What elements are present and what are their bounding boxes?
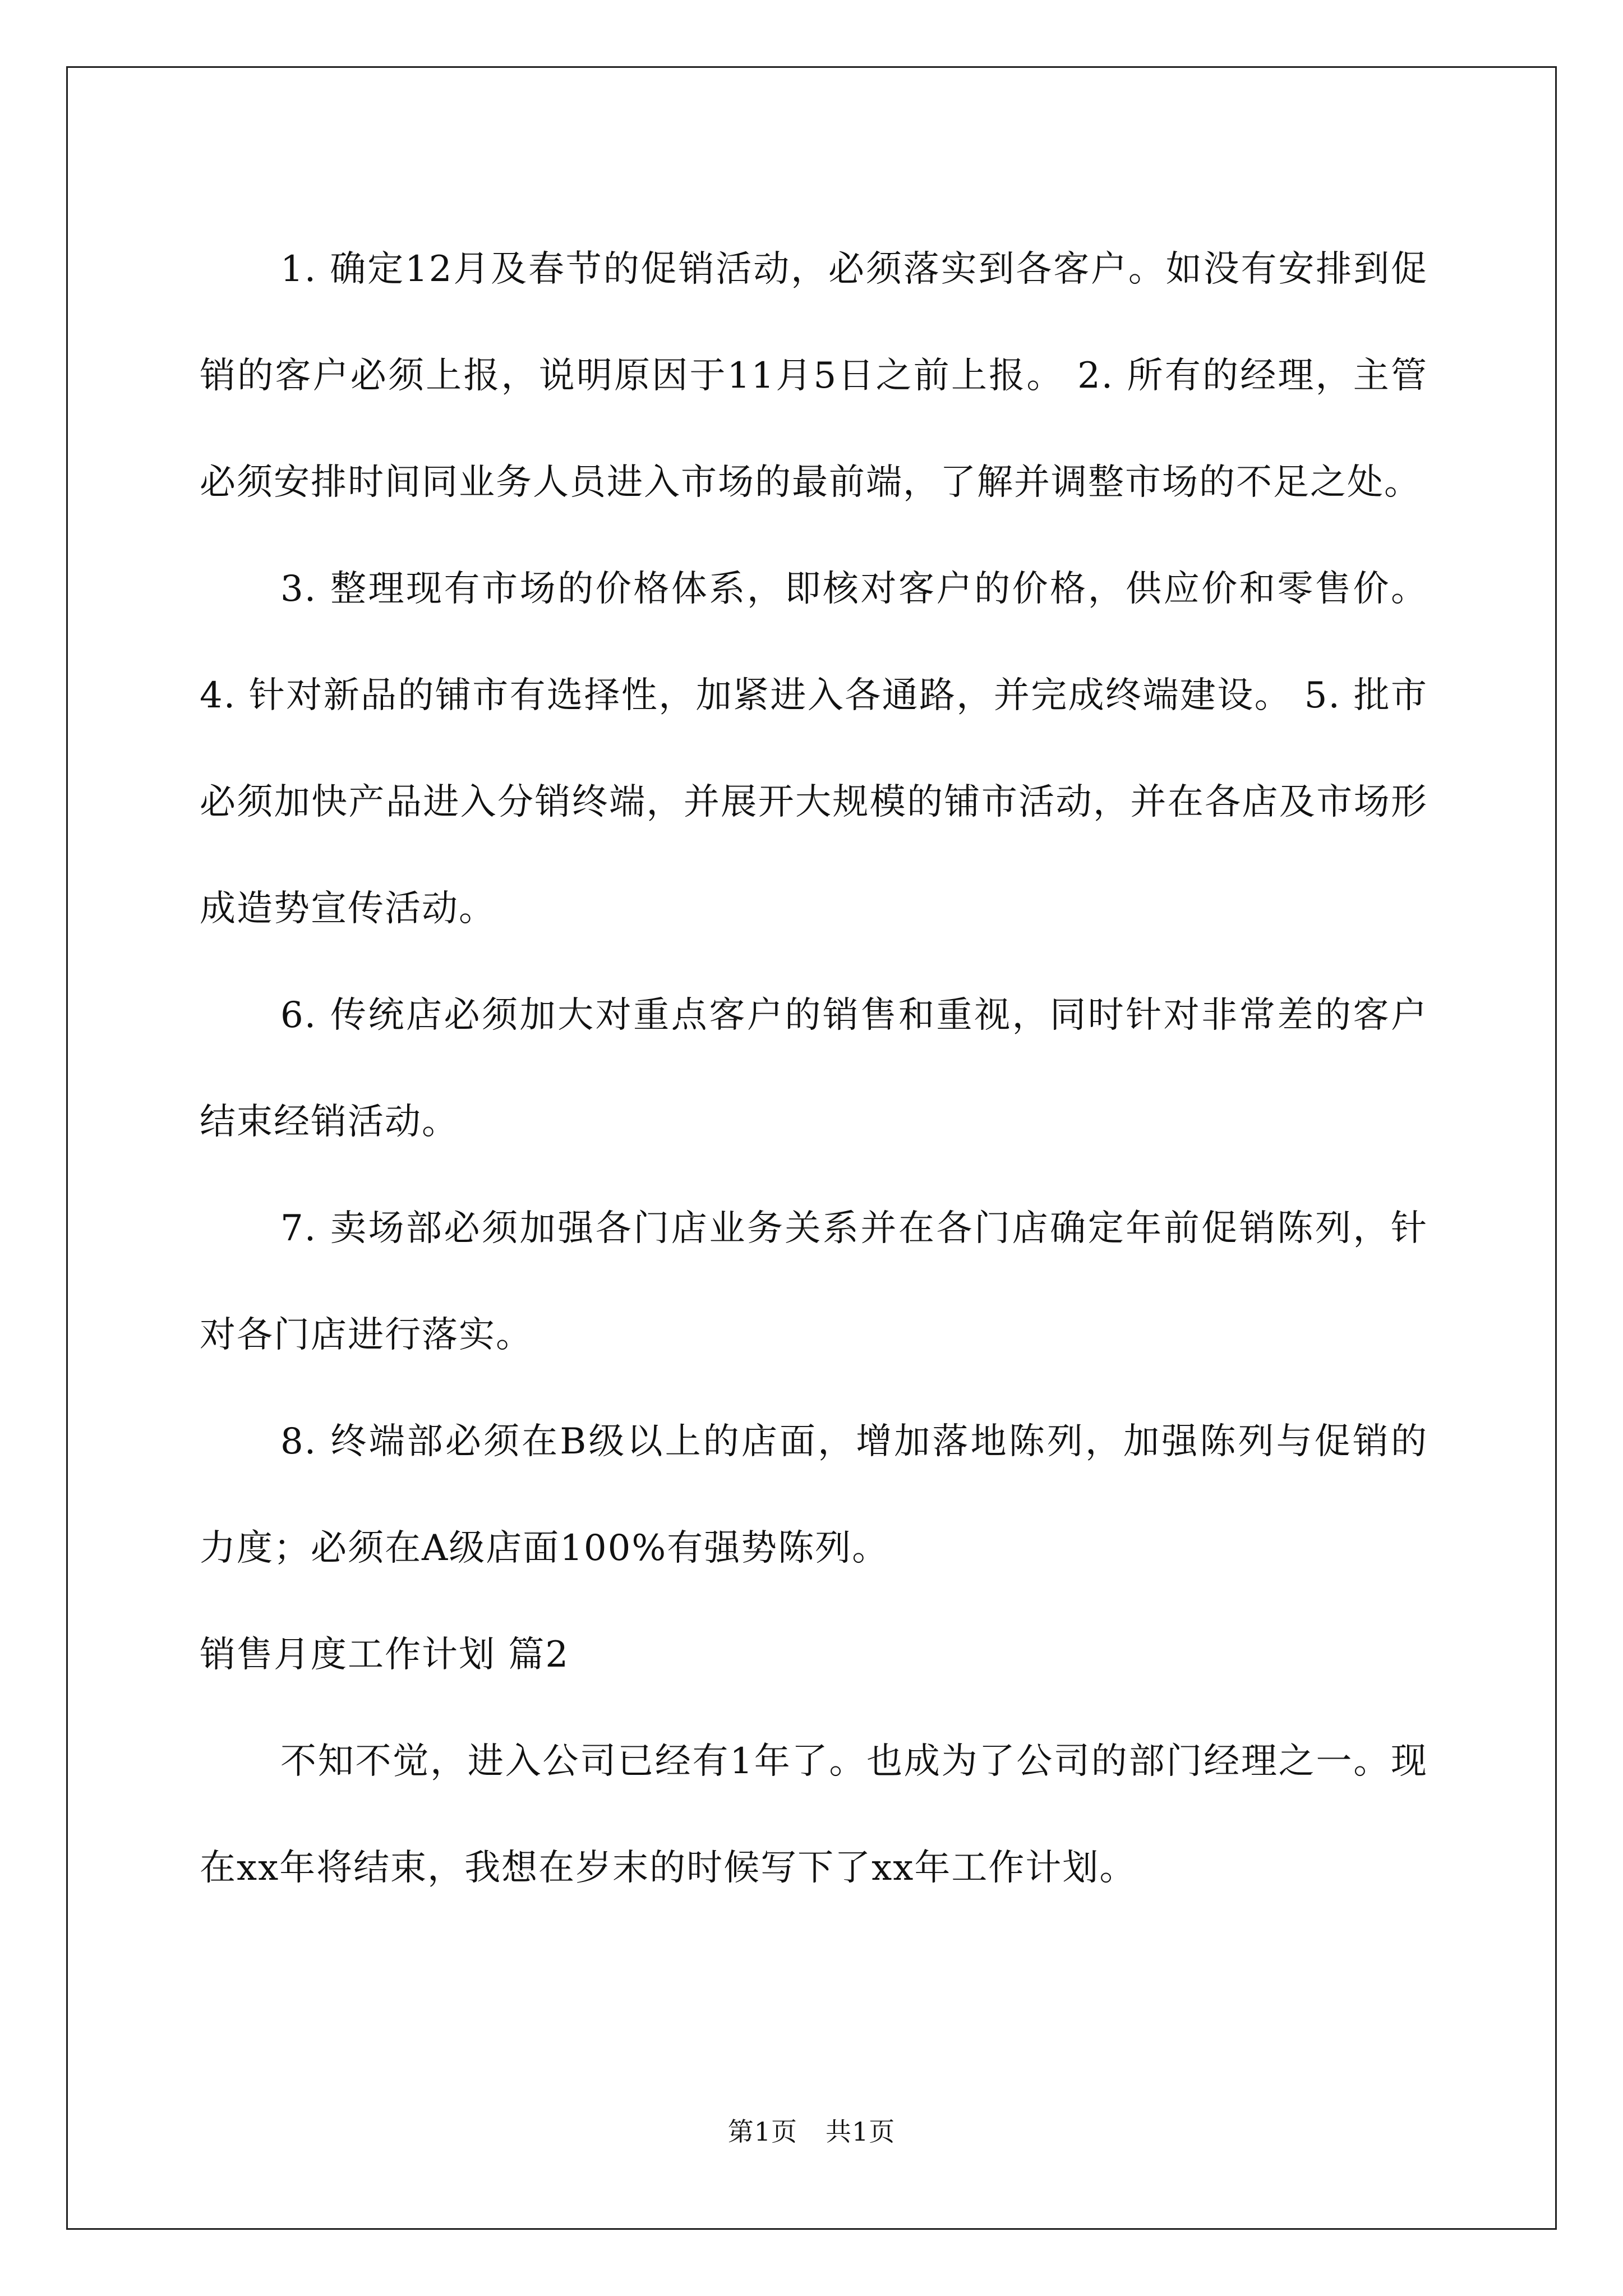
paragraph-5: 8. 终端部必须在B级以上的店面，增加落地陈列，加强陈列与促销的力度；必须在A级店面100%有强势陈列。	[200, 1421, 1428, 1569]
page-count: 共1页	[826, 2116, 896, 2147]
paragraph-4: 7. 卖场部必须加强各门店业务关系并在各门店确定年前促销陈列，针对各门店进行落实。	[200, 1208, 1428, 1356]
paragraph-1: 1. 确定12月及春节的促销活动，必须落实到各客户。如没有安排到促销的客户必须上报，说明原因于11月5日之前上报。 2. 所有的经理，主管必须安排时间同业务人员进入市场的最前端，了解并调整市场的不足之处。	[200, 249, 1428, 503]
paragraph-3: 6. 传统店必须加大对重点客户的销售和重视，同时针对非常差的客户结束经销活动。	[200, 995, 1428, 1143]
closing-paragraph: 不知不觉，进入公司已经有1年了。也成为了公司的部门经理之一。现在xx年将结束，我想在岁末的时候写下了xx年工作计划。	[200, 1741, 1428, 1889]
page-footer	[0, 2115, 1623, 2148]
paragraph-2: 3. 整理现有市场的价格体系，即核对客户的价格，供应价和零售价。 4. 针对新品的铺市有选择性，加紧进入各通路，并完成终端建设。 5. 批市必须加快产品进入分销终端，并展开大规模的铺市活动，并在各店及市场形成造势宣传活动。	[200, 568, 1428, 930]
section-heading: 销售月度工作计划 篇2	[200, 1634, 570, 1676]
page-number: 第1页	[727, 2116, 797, 2147]
document-body	[200, 216, 1428, 1921]
